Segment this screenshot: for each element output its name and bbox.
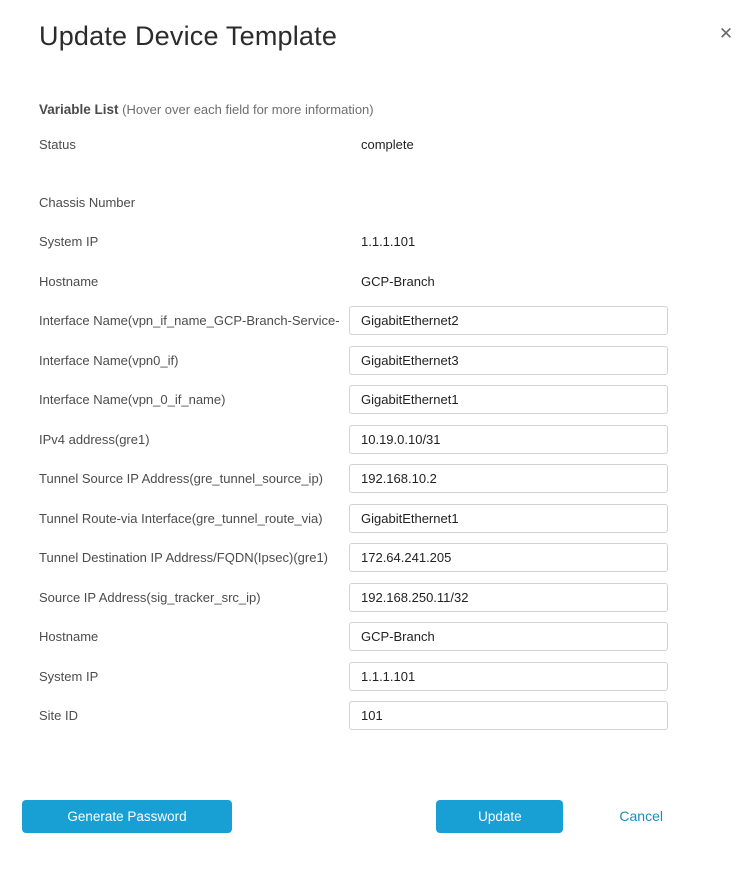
field-row-tunnel-destination-ip [39,538,668,578]
hostname-label: Hostname [39,273,99,289]
source-ip-tracker-label: Source IP Address(sig_tracker_src_ip) [39,589,261,605]
modal-footer [22,800,752,833]
status-value: complete [361,137,414,153]
field-row-ipv4-address-gre1 [39,420,668,460]
field-row-site-id [39,696,668,736]
tunnel-route-via-input[interactable] [349,504,668,533]
ipv4-address-gre1-label: IPv4 address(gre1) [39,431,150,447]
variable-list-hint: (Hover over each field for more information) [122,102,374,117]
system-ip-input-label: System IP [39,668,99,684]
cancel-button[interactable]: Cancel [619,808,663,824]
field-row-source-ip-tracker [39,578,668,618]
interface-name-service-input[interactable] [349,306,668,335]
update-button[interactable]: Update [436,800,563,833]
status-label: Status [39,137,76,153]
interface-name-vpn0-if-label: Interface Name(vpn0_if) [39,352,179,368]
field-row-interface-name-vpn-0-if-name [39,380,668,420]
interface-name-vpn-0-if-name-input[interactable] [349,385,668,414]
system-ip-label: System IP [39,234,99,250]
field-row-system-ip [39,657,668,697]
field-row-hostname [39,617,668,657]
tunnel-destination-ip-input[interactable] [349,543,668,572]
tunnel-source-ip-input[interactable] [349,464,668,493]
variable-list-heading: Variable List [39,102,119,117]
hostname-value: GCP-Branch [361,273,435,289]
interface-name-vpn0-if-input[interactable] [349,346,668,375]
field-row-interface-name-service [39,301,668,341]
tunnel-route-via-label: Tunnel Route-via Interface(gre_tunnel_route_via) [39,510,323,526]
page-title: Update Device Template [39,21,338,51]
hostname-input[interactable] [349,622,668,651]
chassis-number-label: Chassis Number [39,194,136,210]
field-row-status [39,125,668,165]
field-row-interface-name-vpn0-if [39,341,668,381]
system-ip-input[interactable] [349,662,668,691]
close-icon[interactable]: ✕ [718,24,734,43]
interface-name-service-label: Interface Name(vpn_if_name_GCP-Branch-Service- [39,313,340,329]
site-id-input[interactable] [349,701,668,730]
field-row-tunnel-route-via [39,499,668,539]
variable-list-header [39,102,713,118]
field-row-chassis-number [39,183,668,223]
tunnel-source-ip-label: Tunnel Source IP Address(gre_tunnel_source_ip) [39,471,324,487]
field-row-system-ip-static [39,222,668,262]
generate-password-button[interactable]: Generate Password [22,800,232,833]
variable-list [39,125,668,736]
update-device-template-modal [0,20,752,885]
interface-name-vpn-0-if-name-label: Interface Name(vpn_0_if_name) [39,392,226,408]
system-ip-value: 1.1.1.101 [361,234,416,250]
site-id-label: Site ID [39,708,79,724]
tunnel-destination-ip-label: Tunnel Destination IP Address/FQDN(Ipsec)(gre1) [39,550,329,566]
field-row-tunnel-source-ip [39,459,668,499]
ipv4-address-gre1-input[interactable] [349,425,668,454]
hostname-input-label: Hostname [39,629,99,645]
field-row-hostname-static [39,262,668,302]
source-ip-tracker-input[interactable] [349,583,668,612]
